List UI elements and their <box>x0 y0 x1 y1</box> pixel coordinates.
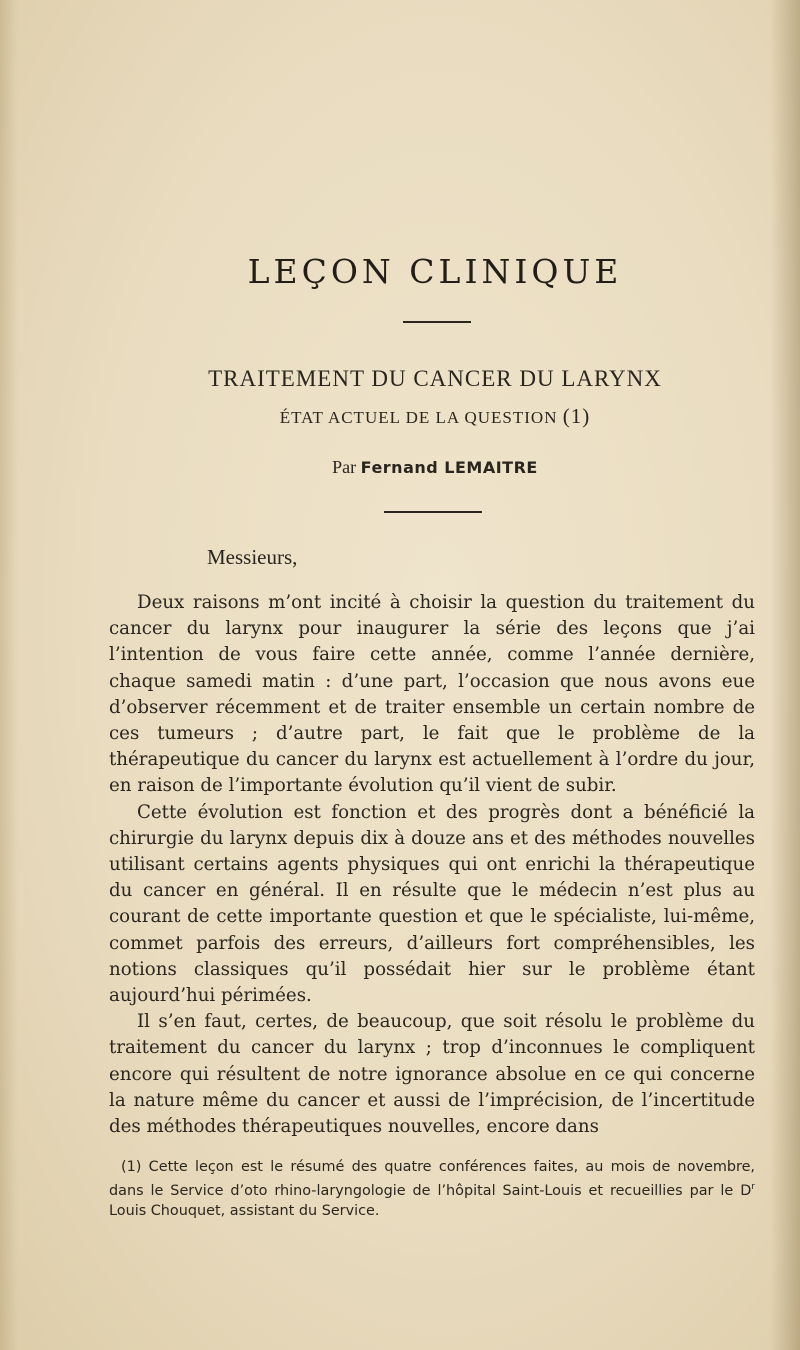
paragraph: Cette évolution est fonction et des progrès dont a bénéficié la chirurgie du larynx depuis dix à douze ans et des méthodes nouvelles utilisant certains agents physiques qui ont enrichi la thérapeutique du cancer en général. Il en résulte que le médecin n’est plus au courant de cette importante question et que le spécialiste, lui-même, commet parfois des erreurs, d’ailleurs fort compréhensibles, les notions classiques qu’il possédait hier sur le problème étant aujourd’hui périmées. <box>109 801 755 1007</box>
footnote <box>109 1157 755 1221</box>
article-subtitle-text: ÉTAT ACTUEL DE LA QUESTION <box>279 408 558 427</box>
paragraph: Il s’en faut, certes, de beaucoup, que soit résolu le problème du traitement du cancer du larynx ; trop d’inconnues le compliquent encore qui résultent de notre ignorance absolue en ce qui concerne la nature même du cancer et aussi de l’imprécision, de l’incertitude des méthodes thérapeutiques nouvelles, encore dans <box>109 1011 755 1138</box>
page-edge-shadow-left <box>0 0 18 1350</box>
article-title: TRAITEMENT DU CANCER DU LARYNX <box>208 366 662 391</box>
footnote-superscript: r <box>751 1182 755 1192</box>
author-divider <box>384 511 482 513</box>
footnote-text-main: (1) Cette leçon est le résumé des quatre conférences faites, au mois de novembre, dans le Service d’oto rhino-laryngologie de l’hôpital Saint-Louis et recueillies par le D <box>109 1159 755 1199</box>
salutation: Messieurs, <box>207 545 298 569</box>
footnote-reference: (1) <box>562 404 591 428</box>
author-prefix: Par <box>332 457 361 477</box>
page-title: LEÇON CLINIQUE <box>247 252 623 291</box>
author-line <box>0 457 800 478</box>
footnote-text <box>109 1157 755 1221</box>
title-divider <box>403 321 471 323</box>
body-text <box>109 590 755 1140</box>
paragraph: Deux raisons m’ont incité à choisir la question du traitement du cancer du larynx pour inaugurer la série des leçons que j’ai l’intention de vous faire cette année, comme l’année dernière, chaque samedi matin : d’une part, l’occasion que nous avons eue d’observer récemment et de traiter ensemble un certain nombre de ces tumeurs ; d’autre part, le fait que le problème de la thérapeutique du cancer du larynx est actuellement à l’ordre du jour, en raison de l’importante évolution qu’il vient de subir. <box>109 592 755 797</box>
author-name: Fernand LEMAITRE <box>360 458 538 477</box>
footnote-text-end: Louis Chouquet, assistant du Service. <box>109 1202 380 1219</box>
article-subtitle <box>0 404 800 429</box>
page-edge-shadow-right <box>770 0 800 1350</box>
